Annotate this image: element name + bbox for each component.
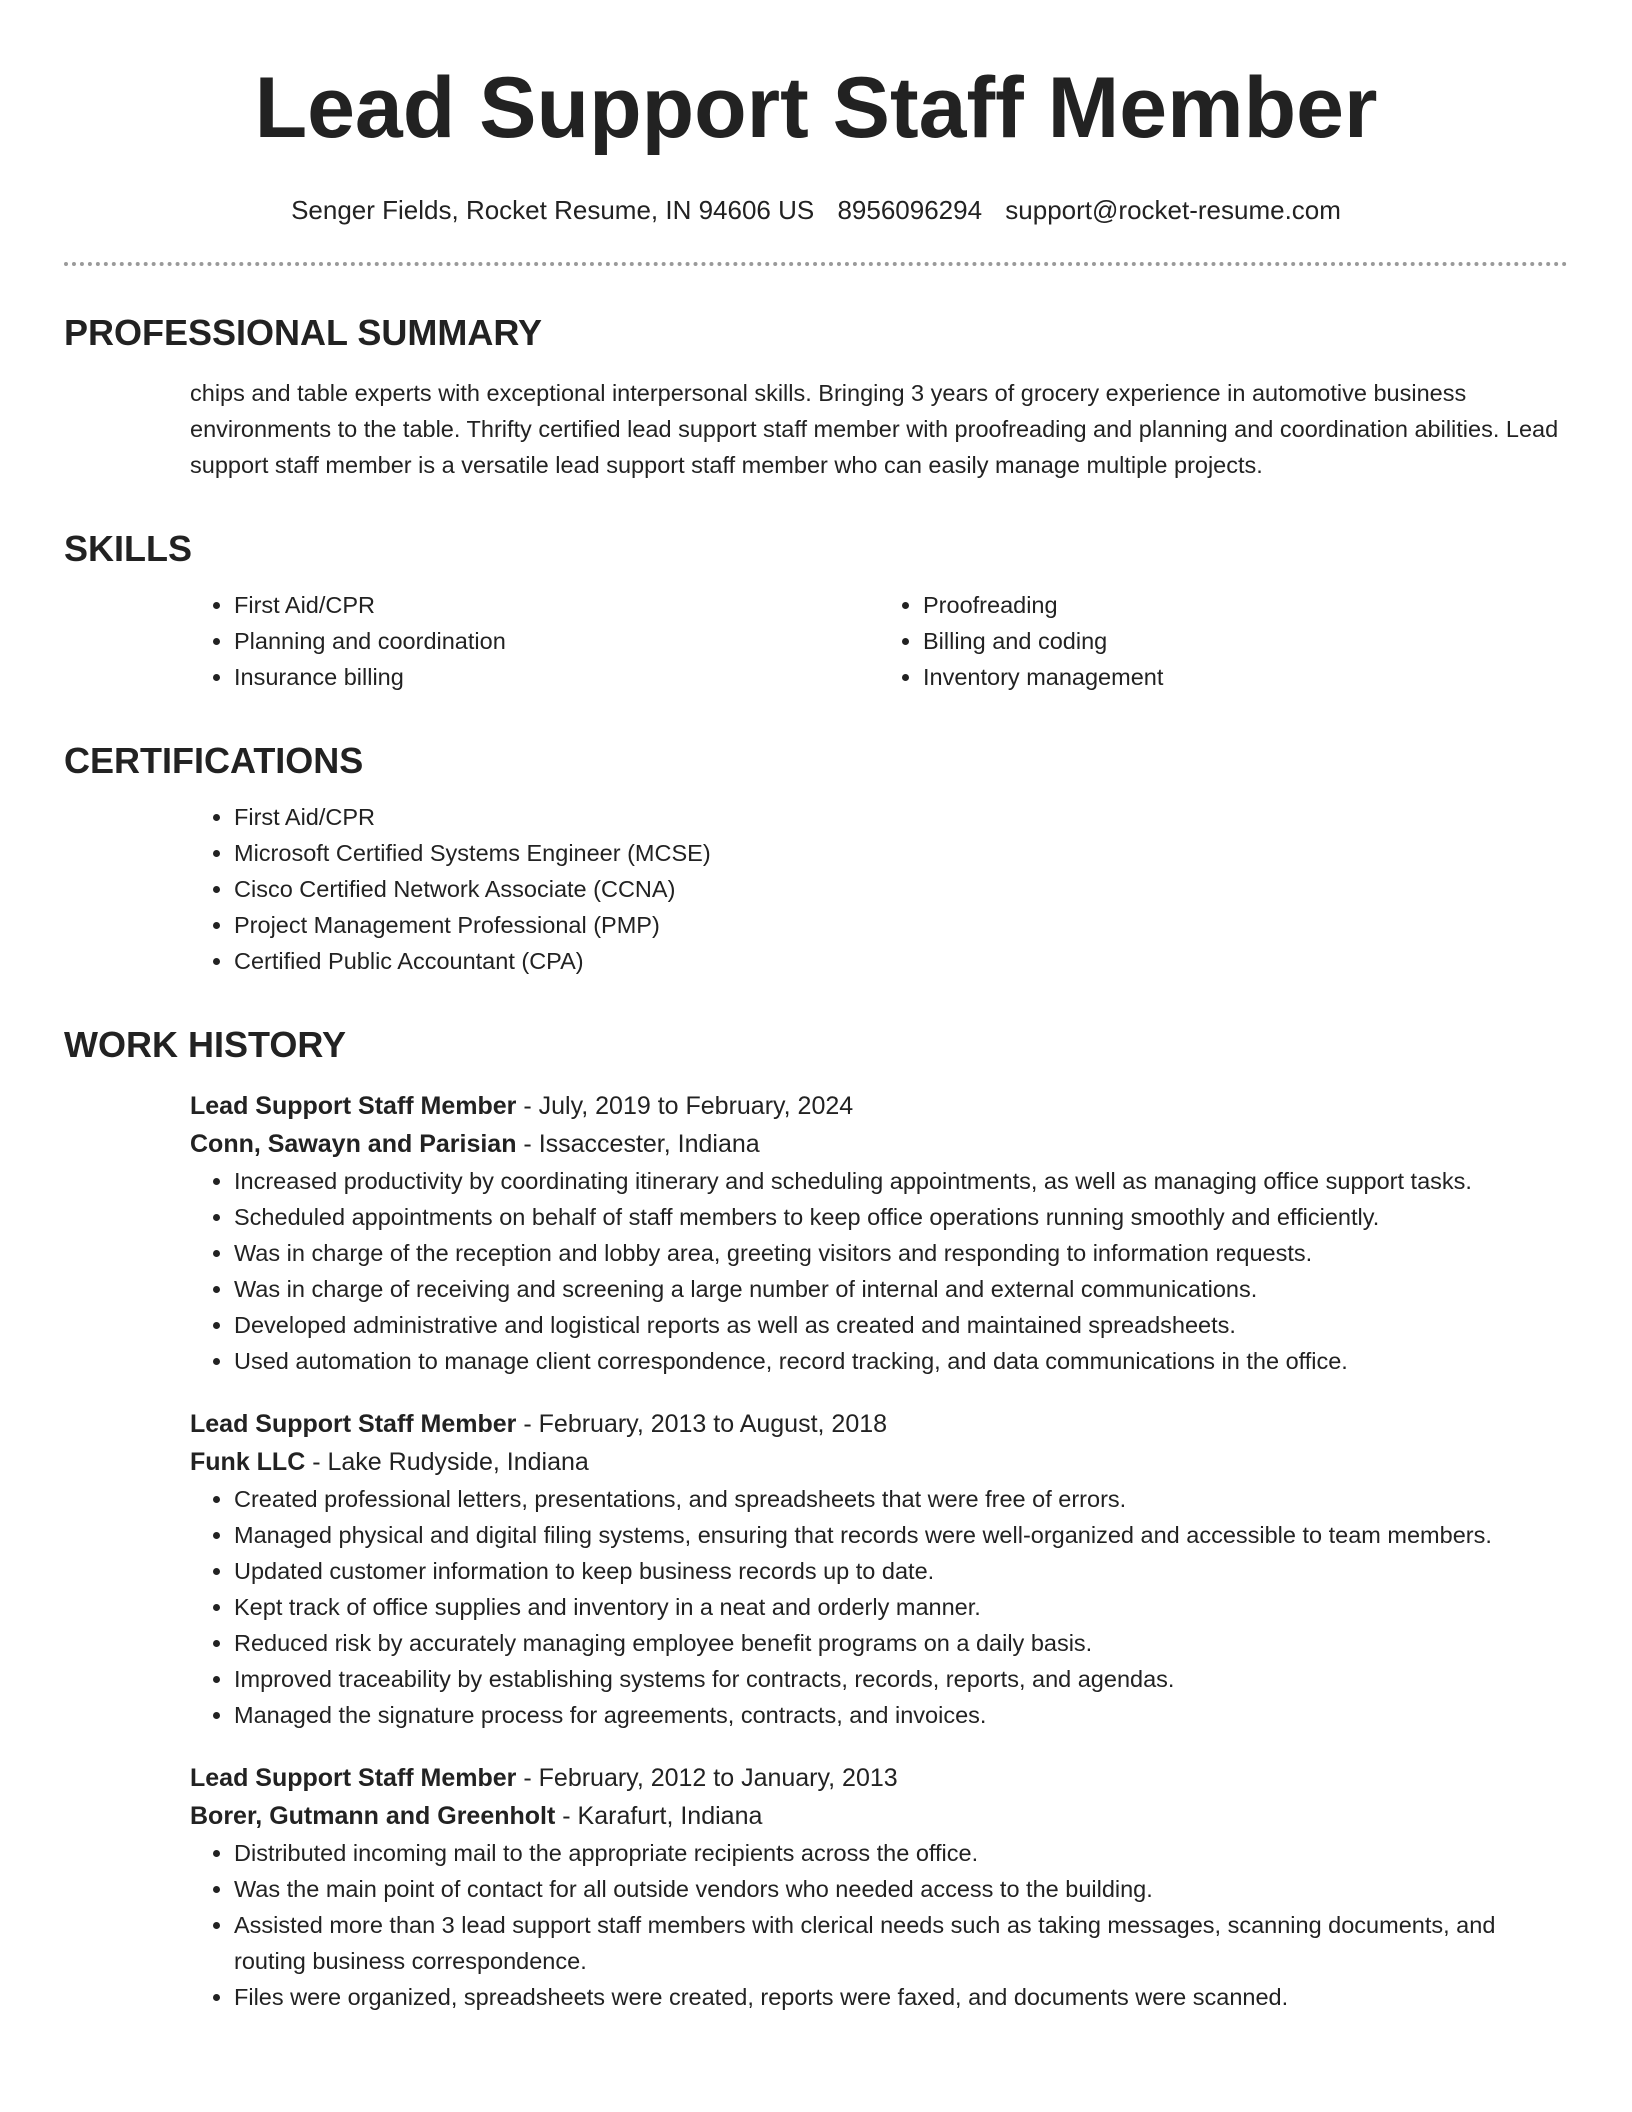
skill-item: • Planning and coordination [234, 623, 879, 659]
job-company-line [190, 1125, 1568, 1163]
job-bullet: • Reduced risk by accurately managing employee benefit programs on a daily basis. [234, 1625, 1568, 1661]
job-company-line [190, 1443, 1568, 1481]
job-role: Lead Support Staff Member [190, 1764, 517, 1792]
contact-line [64, 194, 1568, 226]
job-bullet: • Increased productivity by coordinating itinerary and scheduling appointments, as well as managing office support tasks. [234, 1163, 1568, 1199]
contact-address: Senger Fields, Rocket Resume, IN 94606 US [291, 195, 815, 225]
summary-title: PROFESSIONAL SUMMARY [64, 312, 543, 353]
job-bullet: • Managed physical and digital filing systems, ensuring that records were well-organized and accessible to team members. [234, 1517, 1568, 1553]
summary-text: chips and table experts with exceptional interpersonal skills. Bringing 3 years of grocery experience in automotive business environments to the table. Thrifty certified lead support staff member with proofreading and planning and coordination abilities. Lead support staff member is a versatile lead support staff member who can easily manage multiple projects. [190, 380, 1559, 478]
job-bullet: • Managed the signature process for agreements, contracts, and invoices. [234, 1697, 1568, 1733]
skill-item: • Inventory management [923, 659, 1568, 695]
skills-section [64, 527, 1568, 695]
job-title-line [190, 1087, 1568, 1125]
certification-item: • First Aid/CPR [234, 799, 1568, 835]
job-company-line [190, 1797, 1568, 1835]
job-entry [190, 1759, 1568, 2015]
job-entry [190, 1405, 1568, 1733]
job-bullet: • Developed administrative and logistical reports as well as created and maintained spreadsheets. [234, 1307, 1568, 1343]
certification-item: • Project Management Professional (PMP) [234, 907, 1568, 943]
job-title-line [190, 1405, 1568, 1443]
job-role: Lead Support Staff Member [190, 1410, 517, 1438]
certifications-section [64, 739, 1568, 979]
job-bullet: • Distributed incoming mail to the appropriate recipients across the office. [234, 1835, 1568, 1871]
job-bullet: • Files were organized, spreadsheets were created, reports were faxed, and documents were scanned. [234, 1979, 1568, 2015]
job-bullet: • Scheduled appointments on behalf of staff members to keep office operations running smoothly and efficiently. [234, 1199, 1568, 1235]
job-bullet: • Was in charge of the reception and lobby area, greeting visitors and responding to information requests. [234, 1235, 1568, 1271]
job-company: Borer, Gutmann and Greenholt [190, 1802, 556, 1830]
job-title-line [190, 1759, 1568, 1797]
skills-right-list [879, 587, 1568, 695]
certification-item: • Microsoft Certified Systems Engineer (MCSE) [234, 835, 1568, 871]
job-bullets [190, 1835, 1568, 2015]
job-bullet: • Used automation to manage client correspondence, record tracking, and data communications in the office. [234, 1343, 1568, 1379]
contact-phone: 8956096294 [837, 195, 983, 225]
job-company: Funk LLC [190, 1448, 306, 1476]
job-company: Conn, Sawayn and Parisian [190, 1130, 517, 1158]
work-history-title: WORK HISTORY [64, 1024, 347, 1065]
job-location: - Karafurt, Indiana [555, 1802, 763, 1830]
certifications-title: CERTIFICATIONS [64, 740, 364, 781]
job-bullet: • Assisted more than 3 lead support staff members with clerical needs such as taking messages, scanning documents, and routing business correspondence. [234, 1907, 1568, 1979]
summary-section [64, 311, 1568, 483]
job-bullet: • Kept track of office supplies and inventory in a neat and orderly manner. [234, 1589, 1568, 1625]
skill-item: • Billing and coding [923, 623, 1568, 659]
job-role: Lead Support Staff Member [190, 1092, 517, 1120]
certifications-list [190, 799, 1568, 979]
job-location: - Lake Rudyside, Indiana [305, 1448, 589, 1476]
certifications-list-wrap [190, 799, 1568, 979]
skills-title: SKILLS [64, 528, 193, 569]
job-bullet: • Was in charge of receiving and screening a large number of internal and external communications. [234, 1271, 1568, 1307]
job-location: - Issaccester, Indiana [516, 1130, 760, 1158]
skill-item: • First Aid/CPR [234, 587, 879, 623]
skill-item: • Insurance billing [234, 659, 879, 695]
job-entry [190, 1087, 1568, 1379]
job-bullets [190, 1481, 1568, 1733]
job-bullets [190, 1163, 1568, 1379]
skill-item: • Proofreading [923, 587, 1568, 623]
skills-left-list [190, 587, 879, 695]
certification-item: • Certified Public Accountant (CPA) [234, 943, 1568, 979]
job-bullet: • Was the main point of contact for all outside vendors who needed access to the building. [234, 1871, 1568, 1907]
job-dates: - July, 2019 to February, 2024 [516, 1092, 854, 1120]
candidate-name: Lead Support Staff Member [254, 60, 1378, 156]
work-history-section [64, 1023, 1568, 2015]
job-bullet: • Updated customer information to keep business records up to date. [234, 1553, 1568, 1589]
job-dates: - February, 2012 to January, 2013 [516, 1764, 898, 1792]
skills-grid [190, 587, 1568, 695]
job-dates: - February, 2013 to August, 2018 [516, 1410, 888, 1438]
job-bullet: • Improved traceability by establishing systems for contracts, records, reports, and agendas. [234, 1661, 1568, 1697]
job-bullet: • Created professional letters, presentations, and spreadsheets that were free of errors. [234, 1481, 1568, 1517]
certification-item: • Cisco Certified Network Associate (CCNA) [234, 871, 1568, 907]
header-divider [64, 262, 1568, 266]
contact-email: support@rocket-resume.com [1005, 195, 1341, 225]
